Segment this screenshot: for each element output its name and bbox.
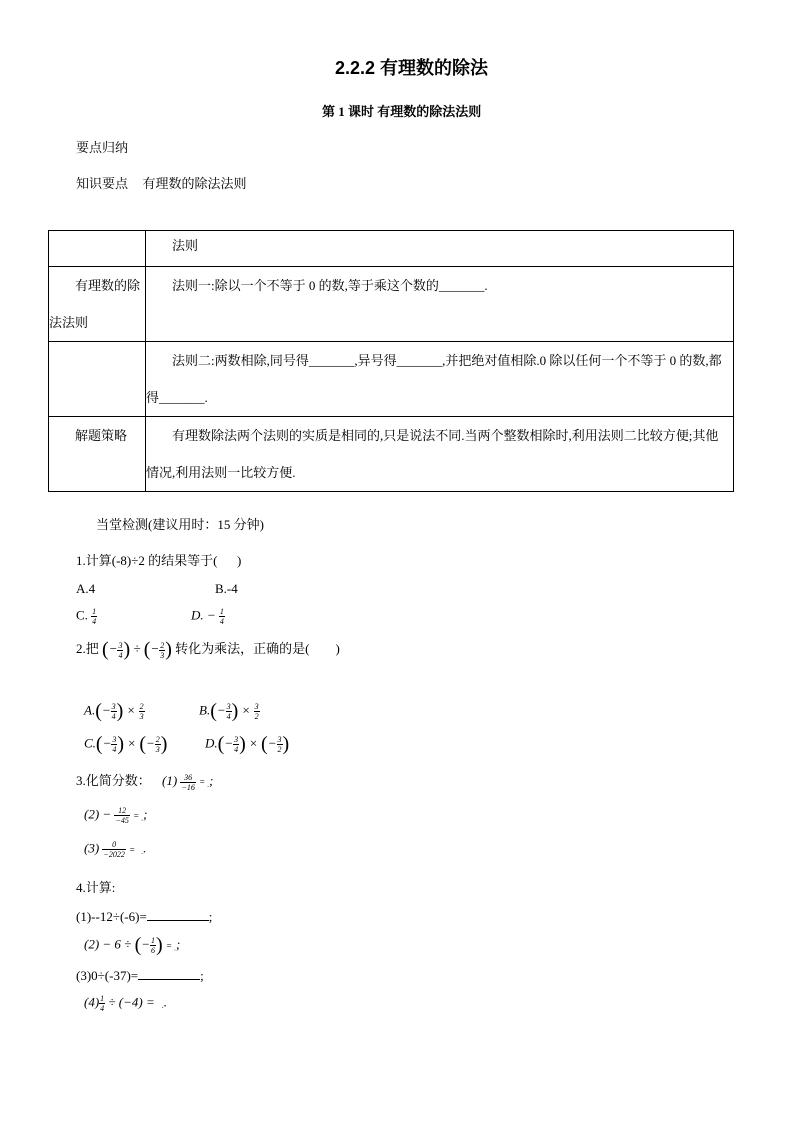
q1-option-b: B.-4 (215, 581, 238, 596)
page-title: 2.2.2 有理数的除法 (335, 58, 489, 78)
rule-two: 法则二:两数相除,同号得_______,异号得_______,并把绝对值相除.0 除以任何一个不等于 0 的数,都得_______. (146, 353, 722, 405)
q1-c-prefix: C. (76, 607, 88, 623)
table-header: 法则 (172, 238, 199, 253)
strategy-text: 有理数除法两个法则的实质是相同的,只是说法不同.当两个整数相除时,利用法则二比较方便;其他情况,利用法则一比较方便. (146, 428, 719, 480)
lesson-subtitle: 第 1 课时 有理数的除法法则 (322, 104, 482, 119)
empty-label-cell (49, 342, 146, 417)
q2-a-label: A. (84, 702, 96, 718)
q1-stem: 1.计算(-8)÷2 的结果等于( ) (76, 553, 242, 568)
answer-blank[interactable] (138, 968, 200, 980)
q2-option-b: B.(− $\frac{3}{4}$ ) × $\frac{3}{2}$ (199, 700, 259, 722)
numerator: 1 (92, 607, 97, 616)
q2-stem (76, 638, 340, 662)
table-corner-cell (49, 231, 146, 267)
row-label-strategy: 解题策略 (75, 428, 128, 443)
q2-option-c: C.(− $\frac{3}{4}$ ) × (− $\frac{2}{3}$ ) (84, 733, 168, 755)
summary-heading: 要点归纳 (76, 140, 129, 155)
answer-blank[interactable] (147, 909, 209, 921)
q3-part3: (3) $\frac{0}{-2022}$ = .. (84, 840, 147, 859)
q2-suffix: 转化为乘法，正确的是( ) (175, 641, 340, 656)
q3-part2: (2) − $\frac{12}{-45}$ = .; (84, 806, 148, 825)
q4-part3: (3)0÷(-37)= ; (76, 968, 204, 983)
q2-expression: (− $\frac{3}{4}$ ) ÷ (− $\frac{2}{3}$ ) (102, 638, 172, 661)
q3-part1: (1) $\frac{36}{-16}$ = .; (162, 772, 214, 792)
row-label-division-rules: 有理数的除法法则 (49, 278, 141, 330)
q2-prefix: 2.把 (76, 641, 99, 656)
check-heading: 当堂检测(建议用时：15 分钟) (96, 517, 264, 532)
fraction (219, 607, 225, 626)
denominator: 4 (219, 617, 224, 626)
fraction (91, 607, 97, 626)
rule-one: 法则一:除以一个不等于 0 的数,等于乘这个数的_______. (172, 278, 488, 293)
numerator: 1 (219, 607, 224, 616)
q2-b-label: B. (199, 702, 211, 718)
strategy-label-cell (49, 417, 146, 492)
q1-option-a: A.4 (76, 581, 96, 596)
q3-line1 (76, 770, 214, 792)
rule2-cell (146, 342, 734, 417)
row-label-cell (49, 267, 146, 342)
q1-option-c (76, 607, 97, 626)
denominator: 4 (92, 617, 97, 626)
q1-option-d (191, 607, 225, 626)
rule1-cell (146, 267, 734, 342)
rules-table (48, 230, 734, 492)
q2-d-label: D. (205, 735, 218, 751)
q3-stem: 3.化简分数： (76, 773, 151, 788)
q4-part1: (1)--12÷(-6)= ; (76, 909, 213, 924)
q4-part4: (4) $\frac{1}{4}$ ÷ (−4) = .. (84, 994, 168, 1013)
q1-d-prefix: D. − (191, 607, 216, 623)
q4-stem: 4.计算: (76, 880, 116, 895)
q2-option-d: D.(− $\frac{3}{4}$ ) × (− $\frac{3}{2}$ ) (205, 733, 290, 755)
strategy-cell (146, 417, 734, 492)
q2-option-a: A.(− $\frac{3}{4}$ ) × $\frac{2}{3}$ (84, 700, 144, 722)
q2-c-label: C. (84, 735, 96, 751)
q4-part2: (2) − 6 ÷ (− $\frac{1}{6}$ ) = .; (84, 934, 181, 956)
knowledge-heading: 知识要点 有理数的除法法则 (76, 176, 247, 191)
table-header-cell (146, 231, 734, 267)
